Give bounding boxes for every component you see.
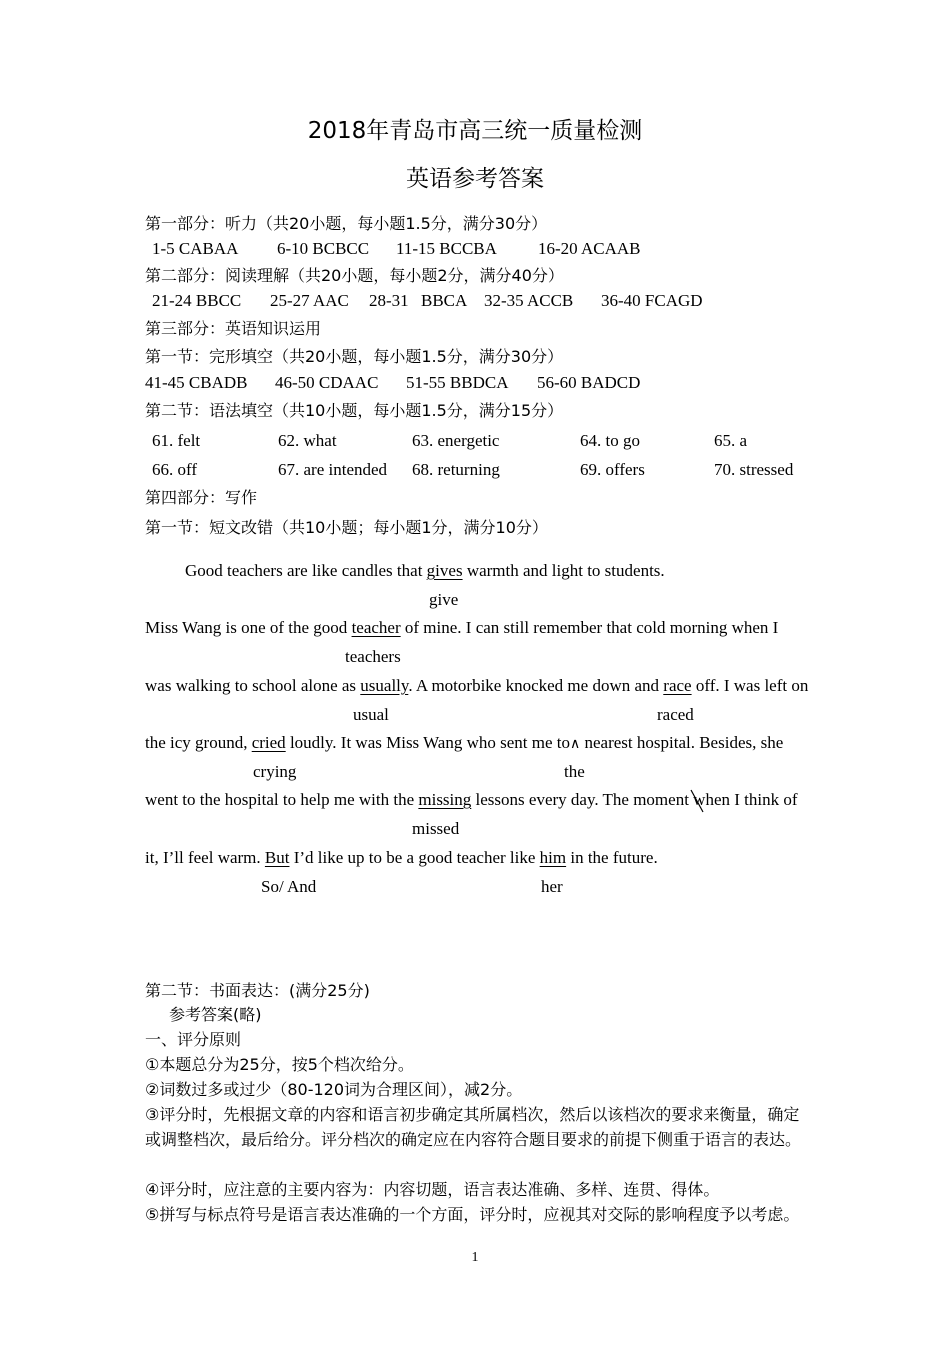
passage-line: Good teachers are like candles that gives warmth and light to students. [185,561,665,580]
grammar-answer: 61. felt [152,431,201,450]
correction-word: usual [353,705,389,724]
answer-group: 21-24 BBCC [152,291,242,310]
grammar-answer: 65. a [714,431,748,450]
principle-item: ③评分时，先根据文章的内容和语言初步确定其所属档次，然后以该档次的要求来衡量，确定或调整档次，最后给分。评分档次的确定应在内容符合题目要求的前提下侧重于语言的表达。 [145,1105,802,1149]
document-title: 2018年青岛市高三统一质量检测 [307,118,643,144]
error-word: him [539,848,567,867]
passage-line: was walking to school alone as usually. A motorbike knocked me down and race off. I was left on [145,676,809,695]
grammar-heading: 第二节：语法填空（共10小题，每小题1.5分，满分15分） [145,401,564,420]
error-word: But [264,848,290,867]
principle-item: ②词数过多或过少（80-120词为合理区间），减2分。 [145,1080,523,1099]
part2-heading: 第二部分：阅读理解（共20小题，每小题2分，满分40分） [145,266,564,285]
correction-word: teachers [345,647,401,666]
part1-heading: 第一部分：听力（共20小题，每小题1.5分，满分30分） [145,214,548,233]
part4-heading: 第四部分：写作 [145,488,258,507]
answer-group: 28-31 [369,291,409,310]
document-subtitle: 英语参考答案 [406,166,544,192]
error-word: missing [418,790,472,809]
answer-group: BBCA [421,291,468,310]
answer-group: 25-27 AAC [270,291,349,310]
answer-group: 46-50 CDAAC [275,373,379,392]
grammar-answer: 64. to go [580,431,640,450]
grammar-answer: 70. stressed [714,460,794,479]
passage-line: the icy ground, cried loudly. It was Miss Wang who sent me to∧ nearest hospital. Besides, she [145,733,784,752]
correction-word: raced [657,705,694,724]
page-number: 1 [471,1250,479,1265]
error-word: race [663,676,692,695]
insert-caret: ∧ [570,736,581,752]
answer-group: 51-55 BBDCA [406,373,509,392]
passage-line: went to the hospital to help me with the missing lessons every day. The moment when I think of [145,790,798,809]
principle-item: ①本题总分为25分，按5个档次给分。 [145,1055,414,1074]
answer-group: 41-45 CBADB [145,373,248,392]
answer-group: 32-35 ACCB [484,291,574,310]
grammar-answer: 62. what [278,431,337,450]
error-word: teacher [351,618,401,637]
cloze-heading: 第一节：完形填空（共20小题，每小题1.5分，满分30分） [145,347,564,366]
answer-group: 16-20 ACAAB [538,239,641,258]
answer-group: 56-60 BADCD [537,373,641,392]
error-word: gives [426,561,463,580]
answer-group: 11-15 BCCBA [396,239,497,258]
grammar-answer: 66. off [152,460,198,479]
correction-word: her [541,877,563,896]
principle-item: ⑤拼写与标点符号是语言表达准确的一个方面，评分时，应视其对交际的影响程度予以考虑。 [145,1205,800,1224]
principles-title: 一、评分原则 [145,1030,242,1049]
passage-line: it, I’ll feel warm. But I’d like up to be a good teacher like him in the future. [145,848,658,867]
grammar-answer: 67. are intended [278,460,388,479]
correction-heading: 第一节：短文改错（共10小题；每小题1分，满分10分） [145,518,548,537]
answer-group: 6-10 BCBCC [277,239,370,258]
part3-heading: 第三部分：英语知识运用 [145,319,322,338]
grammar-answer: 69. offers [580,460,645,479]
error-word: cried [251,733,286,752]
correction-word: give [429,590,459,609]
answer-group: 1-5 CABAA [152,239,239,258]
answer-group: 36-40 FCAGD [601,291,703,310]
principle-item: ④评分时，应注意的主要内容为：内容切题，语言表达准确、多样、连贯、得体。 [145,1180,720,1199]
writing-note: 参考答案(略) [169,1005,262,1024]
passage-line: Miss Wang is one of the good teacher of mine. I can still remember that cold morning when I [145,618,779,637]
error-word: usually [360,676,409,695]
writing-heading: 第二节：书面表达：(满分25分) [145,981,370,1000]
correction-word: So/ And [261,877,317,896]
correction-word: the [564,762,585,781]
correction-word: missed [412,819,460,838]
correction-word: crying [253,762,297,781]
delete-mark [688,788,708,814]
grammar-answer: 68. returning [412,460,500,479]
grammar-answer: 63. energetic [412,431,500,450]
